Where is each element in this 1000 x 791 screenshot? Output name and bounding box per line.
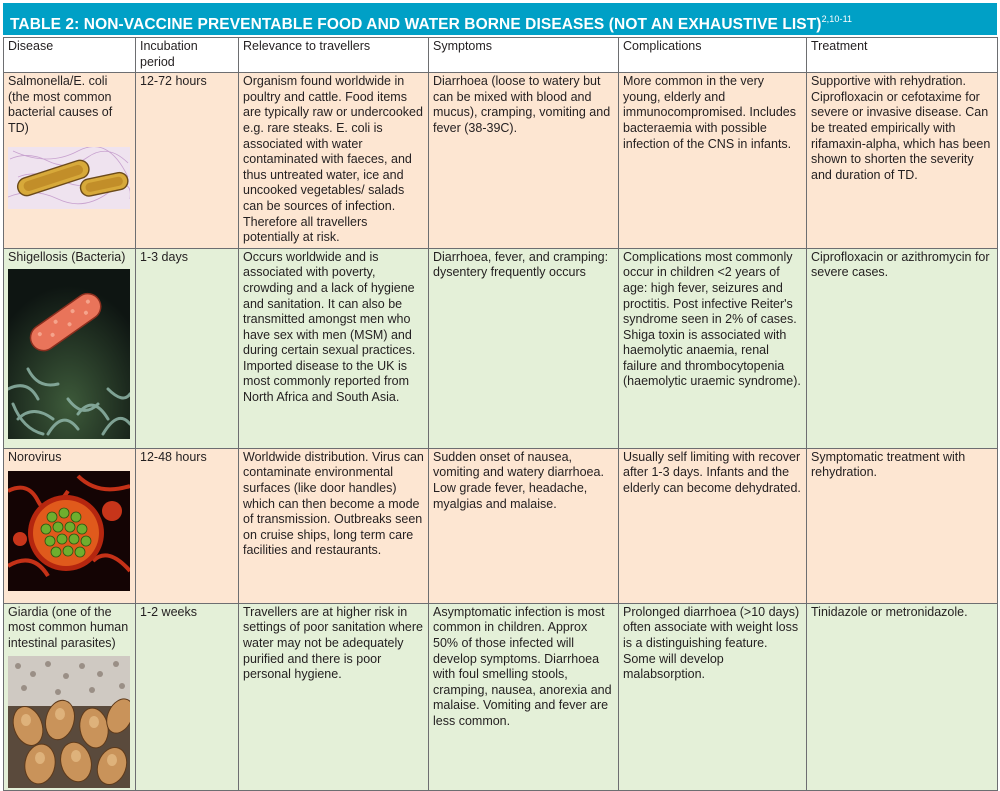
table-row: [4, 603, 998, 790]
disease-name: Shigellosis (Bacteria): [8, 249, 126, 264]
cell-complications: More common in the very young, elderly and immunocompromised. Includes bacteraemia with possible infection of the CNS in infants.: [619, 73, 807, 249]
cell-complications: Prolonged diarrhoea (>10 days) often associate with weight loss is a distinguishing feature. Some will develop malabsorption.: [619, 603, 807, 790]
table-row: [4, 448, 998, 603]
cell-incubation: 12-48 hours: [136, 448, 239, 603]
cell-treatment: Tinidazole or metronidazole.: [807, 603, 998, 790]
disease-name: Norovirus: [8, 449, 62, 464]
cell-disease: [4, 73, 136, 249]
cell-disease: [4, 603, 136, 790]
disease-name: Salmonella/E. coli (the most common bacterial causes of TD): [8, 74, 113, 135]
cell-relevance: Travellers are at higher risk in settings of poor sanitation where water may not be adequately purified and there is poor personal hygiene.: [239, 603, 429, 790]
giardia-micrograph-image: [8, 656, 130, 788]
table-title-text: TABLE 2: NON-VACCINE PREVENTABLE FOOD AND WATER BORNE DISEASES (NOT AN EXHAUSTIVE LIST): [10, 16, 822, 33]
reference-superscript: 2,10-11: [821, 14, 853, 24]
cell-symptoms: Asymptomatic infection is most common in children. Approx 50% of those infected will develop symptoms. Diarrhoea with foul smelling stools, cramping, nausea, anorexia and malaise. Vomiting and fever are less common.: [429, 603, 619, 790]
header-complications: Complications: [619, 38, 807, 73]
cell-complications: Complications most commonly occur in children <2 years of age: high fever, seizures and proctitis. Post infective Reiter's syndrome seen in 2% of cases. Shiga toxin is associated with haemolytic anaemia, renal failure and thrombocytopenia (haemolytic uraemic syndrome).: [619, 248, 807, 448]
header-relevance: Relevance to travellers: [239, 38, 429, 73]
cell-disease: [4, 248, 136, 448]
table-row: [4, 73, 998, 249]
cell-relevance: Organism found worldwide in poultry and cattle. Food items are typically raw or undercooked e.g. rare steaks. E. coli is associated with water contaminated with faeces, and thus untreated water, ice and uncooked vegetables/ salads can be sources of infection. Therefore all travellers potentially at risk.: [239, 73, 429, 249]
cell-symptoms: Diarrhoea (loose to watery but can be mixed with blood and mucus), cramping, vomiting and fever (38-39C).: [429, 73, 619, 249]
cell-disease: [4, 448, 136, 603]
header-row: [4, 38, 998, 73]
diseases-table: [3, 37, 998, 791]
cell-complications: Usually self limiting with recover after 1-3 days. Infants and the elderly can become dehydrated.: [619, 448, 807, 603]
salmonella-micrograph-image: [8, 147, 130, 209]
norovirus-micrograph-image: [8, 471, 130, 591]
shigella-micrograph-image: [8, 269, 130, 439]
table-title: [3, 3, 997, 35]
disease-name: Giardia (one of the most common human intestinal parasites): [8, 604, 129, 650]
header-symptoms: Symptoms: [429, 38, 619, 73]
cell-incubation: 1-3 days: [136, 248, 239, 448]
cell-treatment: Symptomatic treatment with rehydration.: [807, 448, 998, 603]
header-treatment: Treatment: [807, 38, 998, 73]
table-row: [4, 248, 998, 448]
header-disease: Disease: [4, 38, 136, 73]
cell-symptoms: Sudden onset of nausea, vomiting and watery diarrhoea. Low grade fever, headache, myalgias and malaise.: [429, 448, 619, 603]
cell-treatment: Ciprofloxacin or azithromycin for severe cases.: [807, 248, 998, 448]
cell-symptoms: Diarrhoea, fever, and cramping: dysentery frequently occurs: [429, 248, 619, 448]
cell-incubation: 1-2 weeks: [136, 603, 239, 790]
header-incubation: Incubation period: [136, 38, 239, 73]
cell-relevance: Worldwide distribution. Virus can contaminate environmental surfaces (like door handles) which can then become a mode of transmission. Outbreaks seen on cruise ships, long term care facilities and restaurants.: [239, 448, 429, 603]
cell-treatment: Supportive with rehydration. Ciprofloxacin or cefotaxime for severe or invasive disease. Can be treated empirically with rifamaxin-alpha, which has been shown to shorten the severity and duration of TD.: [807, 73, 998, 249]
cell-relevance: Occurs worldwide and is associated with poverty, crowding and a lack of hygiene and sanitation. It can also be transmitted amongst men who have sex with men (MSM) and during certain sexual practices. Imported disease to the UK is most commonly reported from North Africa and South Asia.: [239, 248, 429, 448]
cell-incubation: 12-72 hours: [136, 73, 239, 249]
